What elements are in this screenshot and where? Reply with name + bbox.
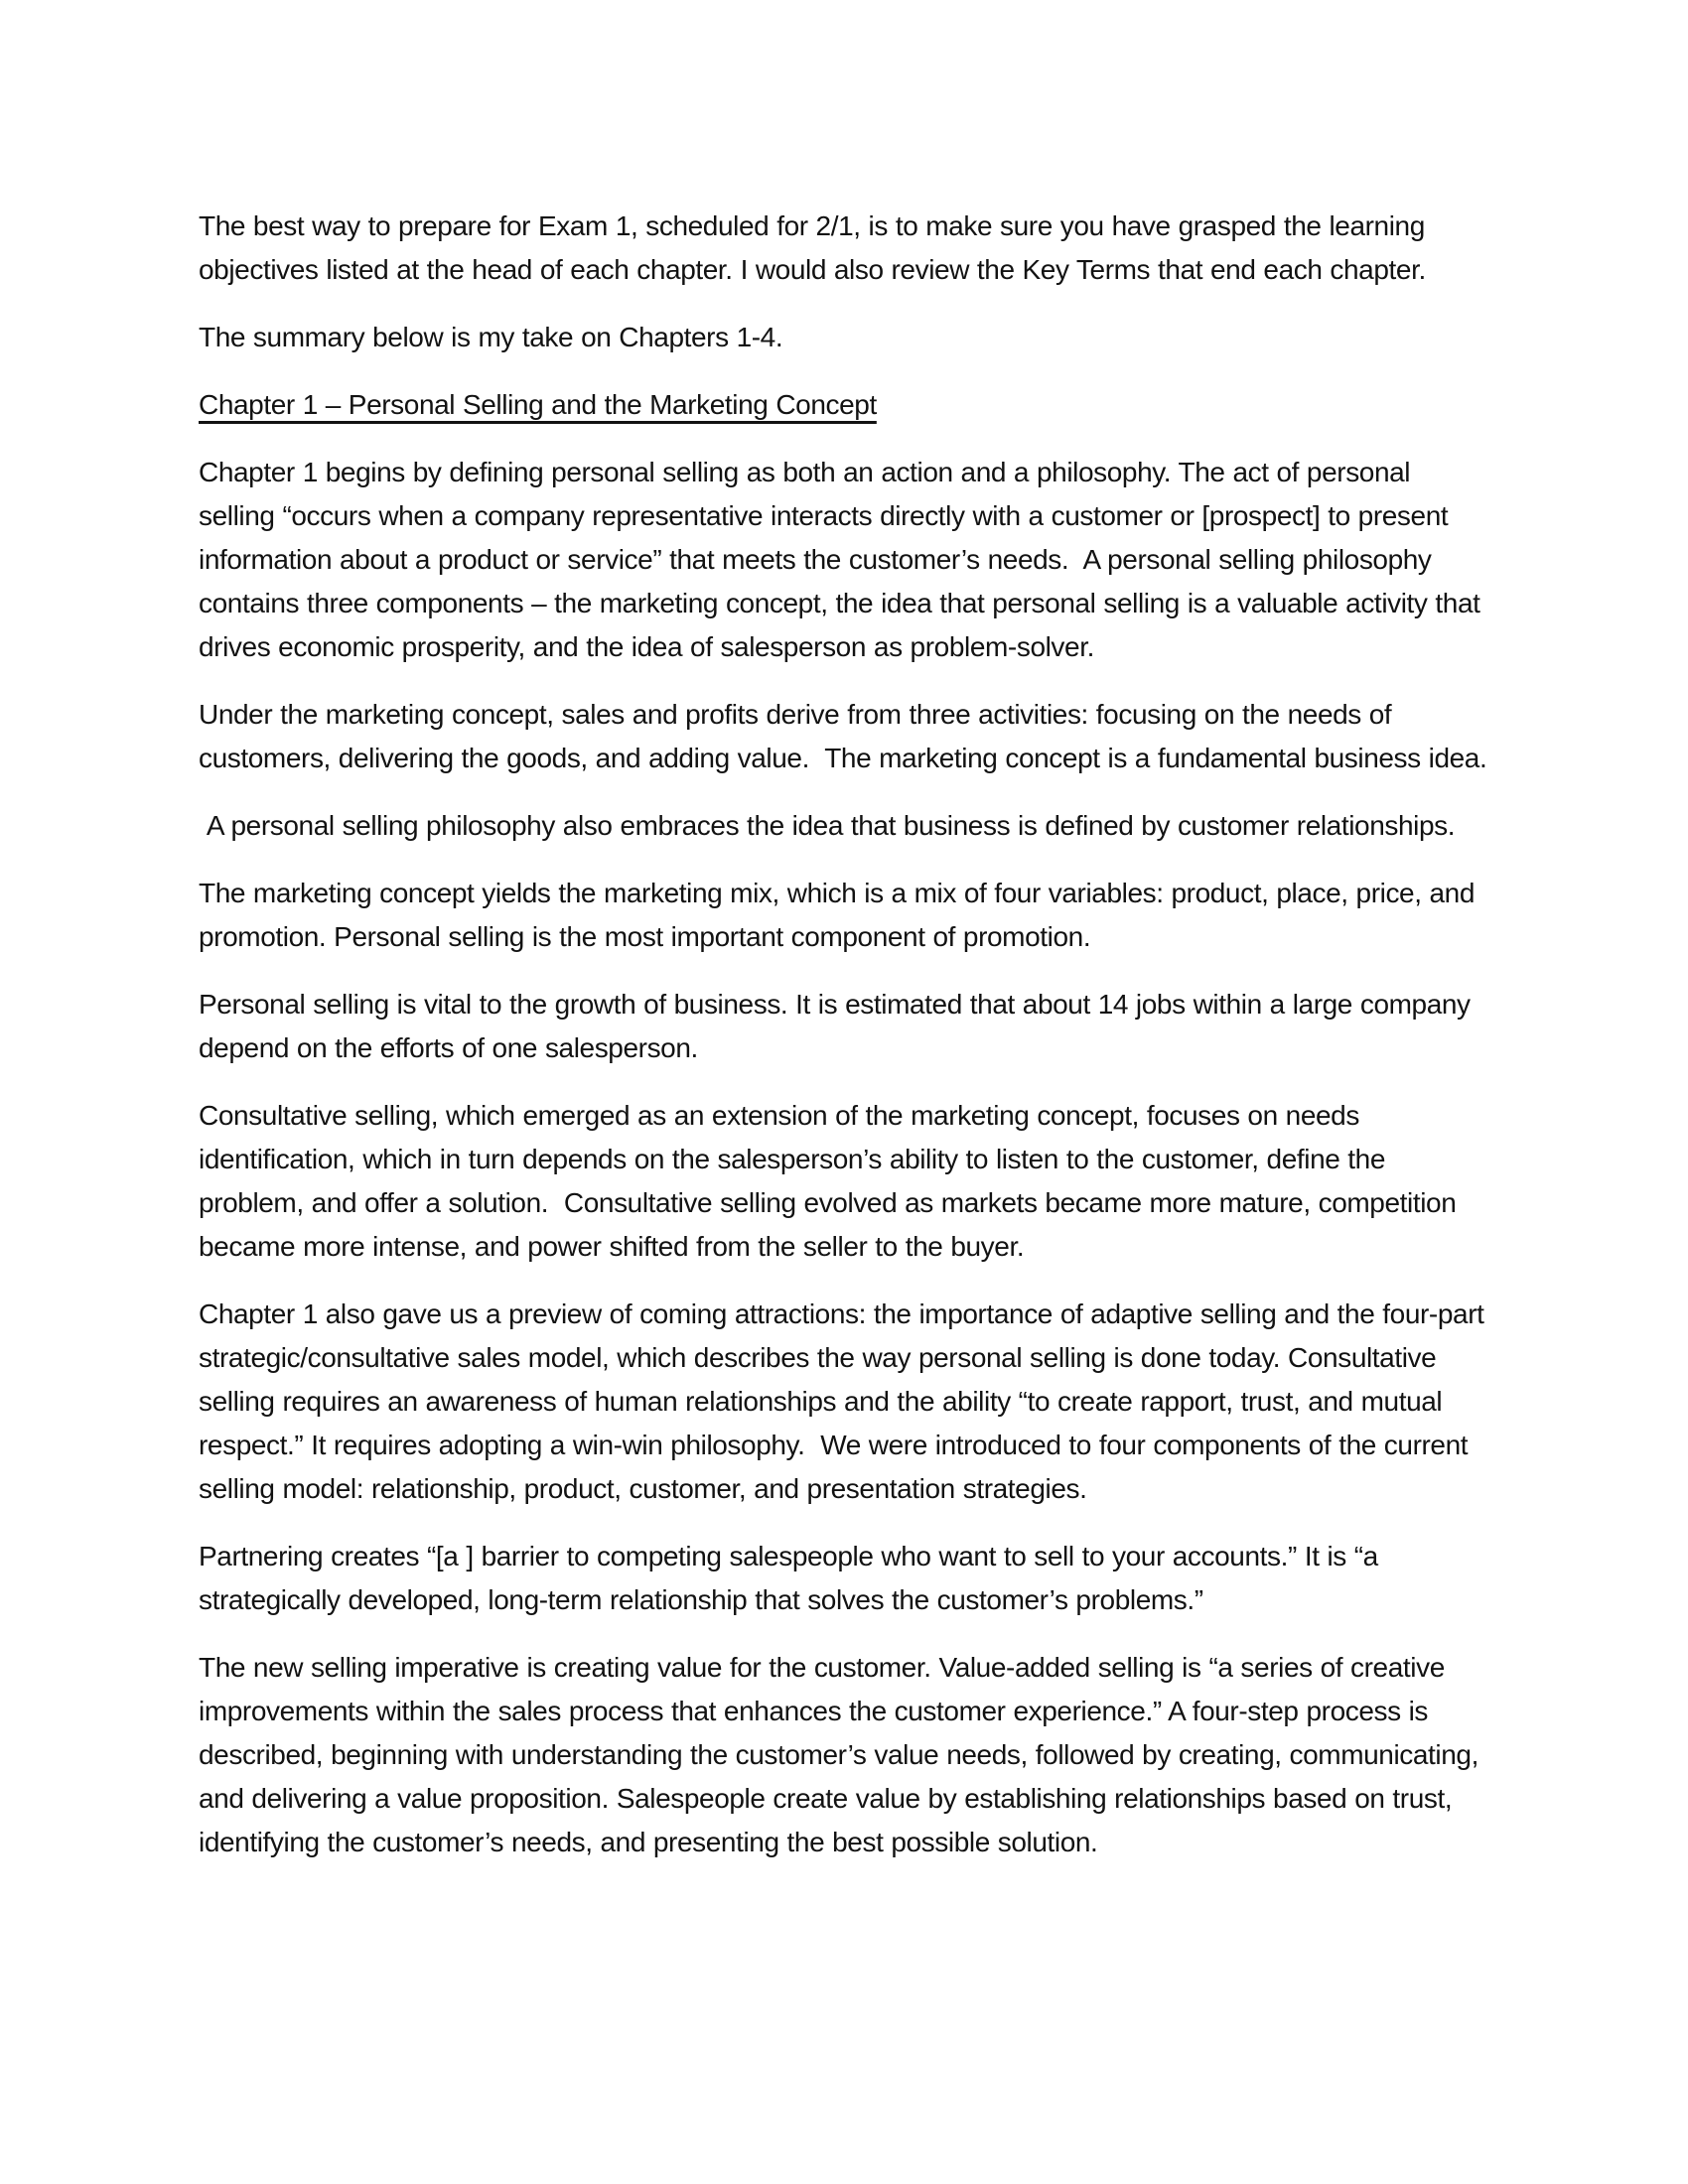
document-body	[199, 205, 1492, 1864]
paragraph-partnering: Partnering creates “[a ] barrier to competing salespeople who want to sell to your accounts.” It is “a strategically developed, long-term relationship that solves the customer’s problems.”	[199, 1541, 1386, 1615]
paragraph-value-added-selling: The new selling imperative is creating value for the customer. Value-added selling is “a series of creative improvements within the sales process that enhances the customer experience.” A four-step process is described, beginning with understanding the customer’s value needs, followed by creating, communicating, and delivering a value proposition. Salespeople create value by establishing relationships based on trust, identifying the customer’s needs, and presenting the best possible solution.	[199, 1652, 1486, 1857]
paragraph-consultative-selling: Consultative selling, which emerged as an extension of the marketing concept, focuses on needs identification, which in turn depends on the salesperson’s ability to listen to the customer, define the problem, and offer a solution. Consultative selling evolved as markets became more mature, competition became more intense, and power shifted from the seller to the buyer.	[199, 1100, 1465, 1262]
paragraph-marketing-concept: Under the marketing concept, sales and profits derive from three activities: focusing on the needs of customers, delivering the goods, and adding value. The marketing concept is a fundamental business idea.	[199, 699, 1487, 773]
paragraph-coming-attractions: Chapter 1 also gave us a preview of coming attractions: the importance of adaptive selling and the four-part strategic/consultative sales model, which describes the way personal selling is done today. Consultative selling requires an awareness of human relationships and the ability “to create rapport, trust, and mutual respect.” It requires adopting a win-win philosophy. We were introduced to four components of the current selling model: relationship, product, customer, and presentation strategies.	[199, 1298, 1492, 1504]
paragraph-selling-philosophy: A personal selling philosophy also embraces the idea that business is defined by customer relationships.	[199, 810, 1456, 841]
paragraph-exam-prep: The best way to prepare for Exam 1, scheduled for 2/1, is to make sure you have grasped the learning objectives listed at the head of each chapter. I would also review the Key Terms that end each chapter.	[199, 210, 1433, 285]
paragraph-selling-vital: Personal selling is vital to the growth of business. It is estimated that about 14 jobs within a large company depend on the efforts of one salesperson.	[199, 989, 1478, 1063]
paragraph-marketing-mix: The marketing concept yields the marketing mix, which is a mix of four variables: product, place, price, and promotion. Personal selling is the most important component of promotion.	[199, 878, 1482, 952]
chapter-1-heading: Chapter 1 – Personal Selling and the Marketing Concept	[199, 389, 877, 420]
paragraph-summary-note: The summary below is my take on Chapters 1-4.	[199, 322, 783, 352]
paragraph-chapter1-definition: Chapter 1 begins by defining personal selling as both an action and a philosophy. The act of personal selling “occurs when a company representative interacts directly with a customer or [prospect] to present information about a product or service” that meets the customer’s needs. A personal selling philosophy contains three components – the marketing concept, the idea that personal selling is a valuable activity that drives economic prosperity, and the idea of salesperson as problem-solver.	[199, 457, 1488, 662]
